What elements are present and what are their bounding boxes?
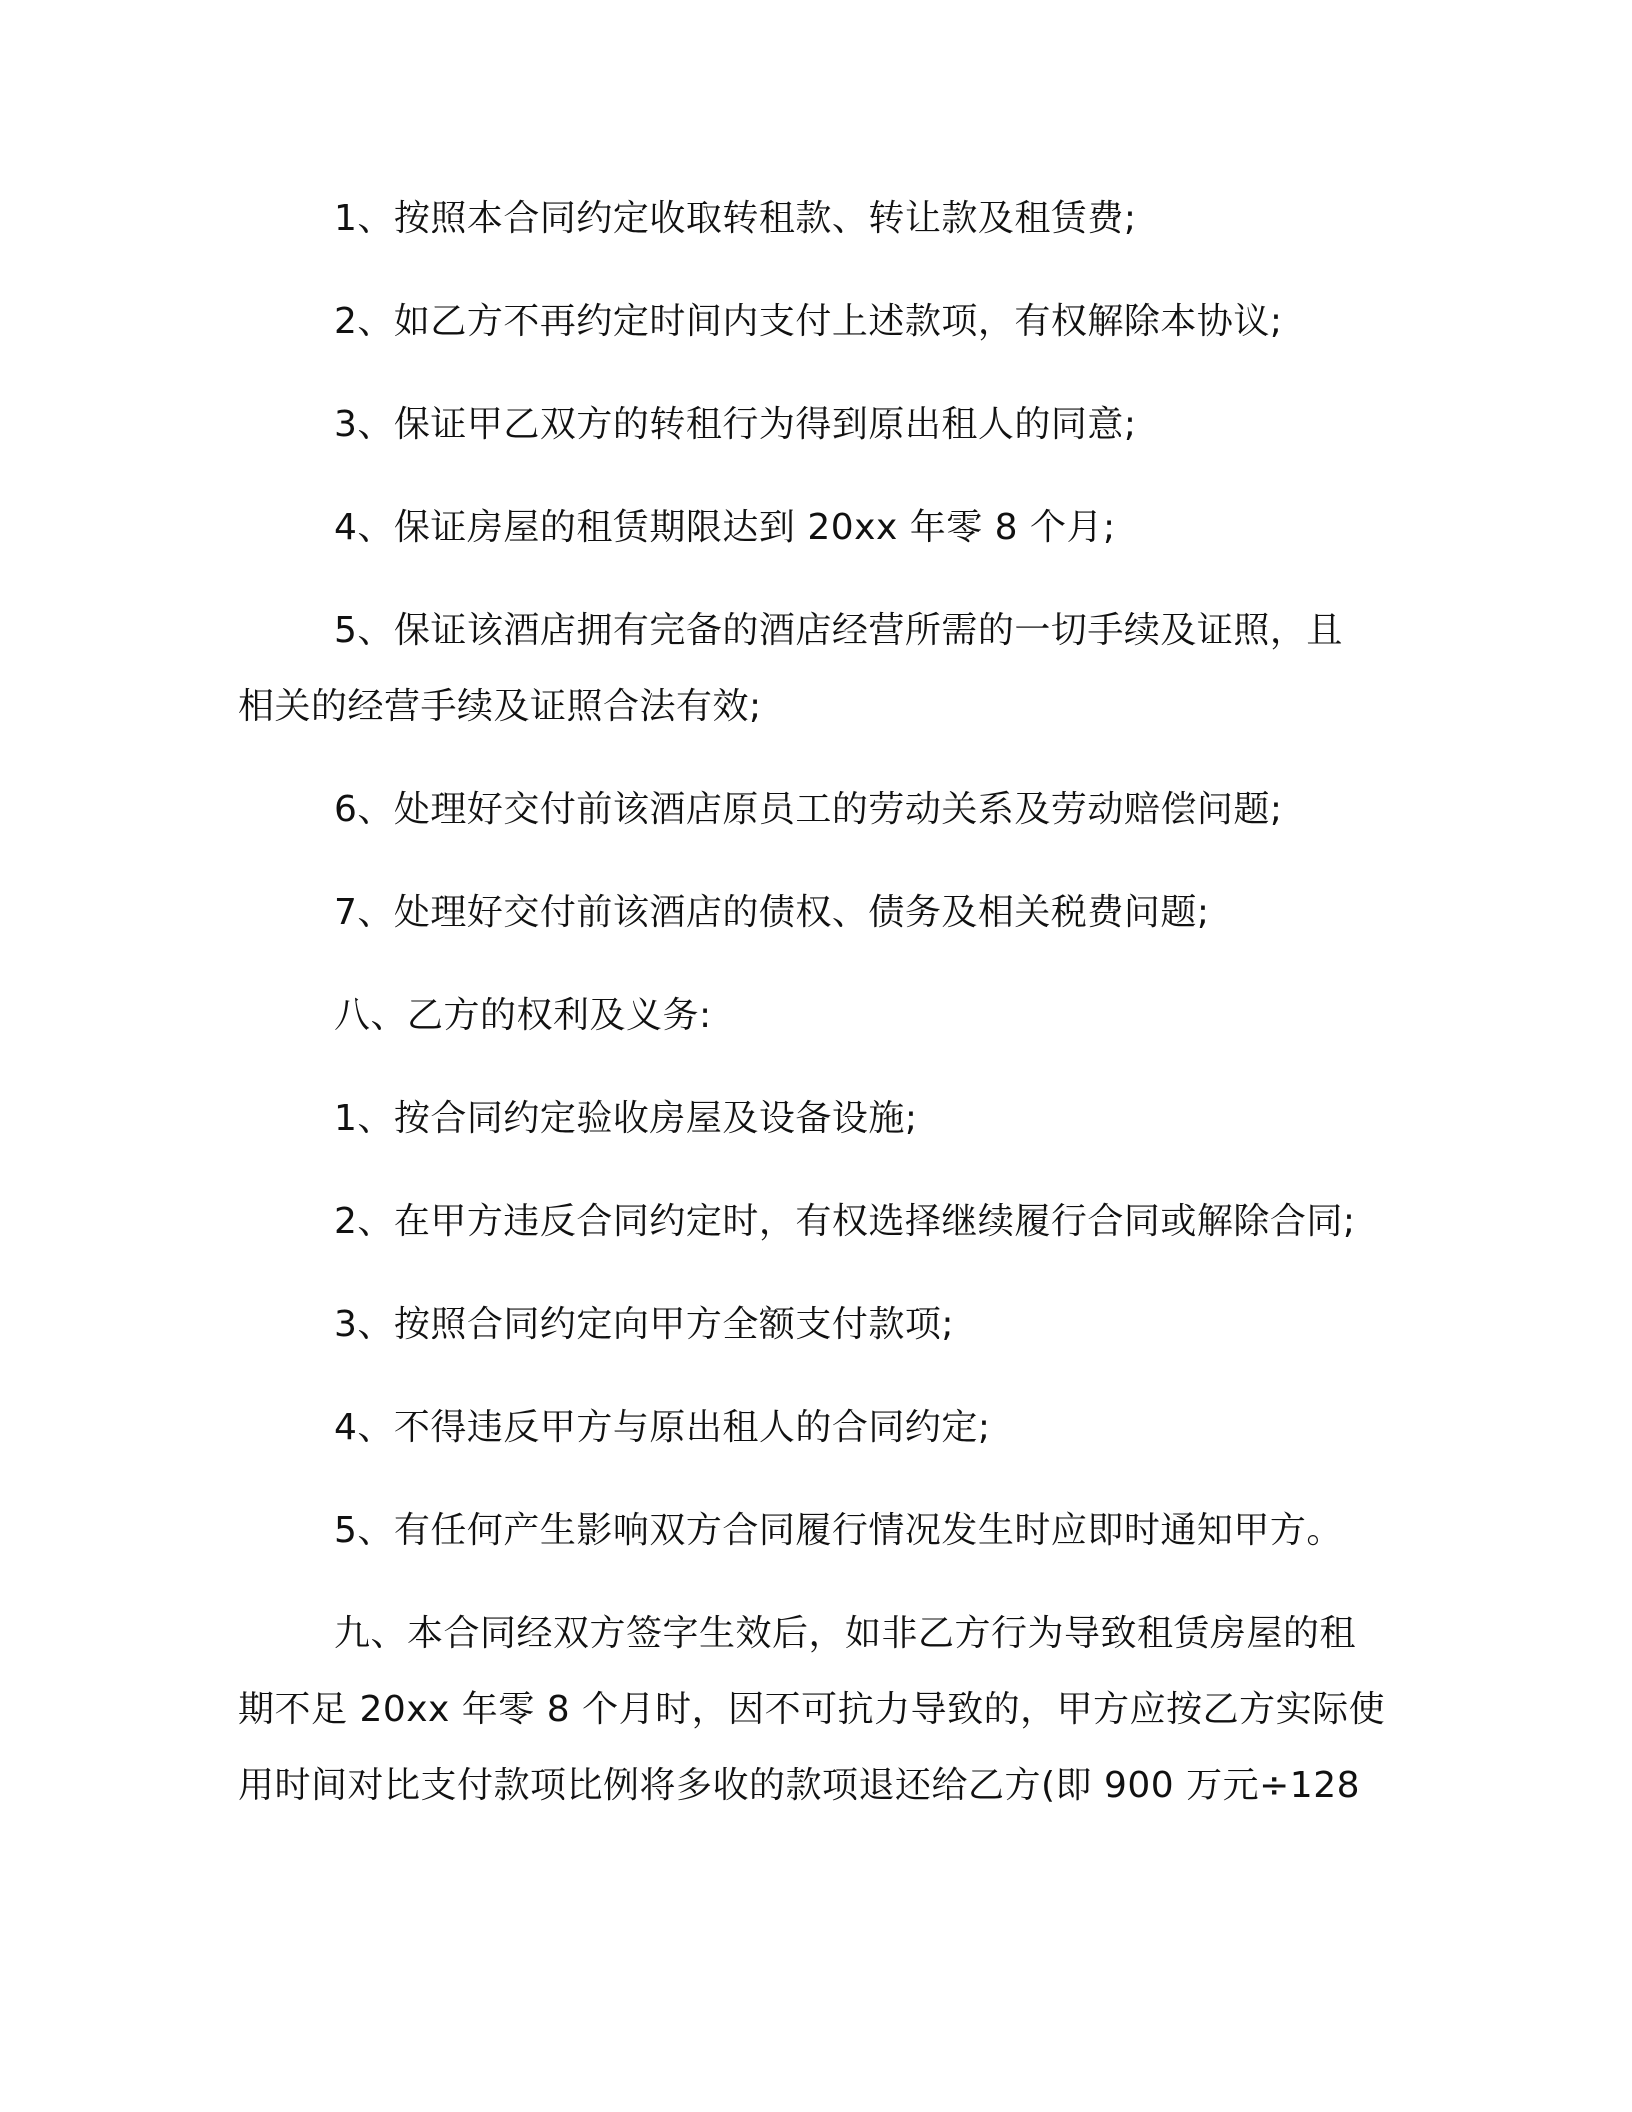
text-line-17: 用时间对比支付款项比例将多收的款项退还给乙方(即 900 万元÷128	[238, 1765, 1361, 1806]
text-line-5: 5、保证该酒店拥有完备的酒店经营所需的一切手续及证照，且	[334, 610, 1343, 651]
text-line-14: 5、有任何产生影响双方合同履行情况发生时应即时通知甲方。	[334, 1510, 1343, 1551]
text-line-1: 1、按照本合同约定收取转租款、转让款及租赁费;	[334, 198, 1137, 239]
text-line-7: 6、处理好交付前该酒店原员工的劳动关系及劳动赔偿问题;	[334, 789, 1283, 830]
text-line-3: 3、保证甲乙双方的转租行为得到原出租人的同意;	[334, 404, 1137, 445]
text-line-2: 2、如乙方不再约定时间内支付上述款项，有权解除本协议;	[334, 301, 1283, 342]
text-line-12: 3、按照合同约定向甲方全额支付款项;	[334, 1304, 955, 1345]
text-line-10: 1、按合同约定验收房屋及设备设施;	[334, 1098, 918, 1139]
text-line-8: 7、处理好交付前该酒店的债权、债务及相关税费问题;	[334, 892, 1210, 933]
text-line-4: 4、保证房屋的租赁期限达到 20xx 年零 8 个月;	[334, 507, 1116, 548]
section-heading-9: 九、本合同经双方签字生效后，如非乙方行为导致租赁房屋的租	[334, 1613, 1357, 1654]
text-line-16: 期不足 20xx 年零 8 个月时，因不可抗力导致的，甲方应按乙方实际使	[238, 1689, 1386, 1730]
text-line-13: 4、不得违反甲方与原出租人的合同约定;	[334, 1407, 991, 1448]
text-line-11: 2、在甲方违反合同约定时，有权选择继续履行合同或解除合同;	[334, 1201, 1356, 1242]
section-heading-8: 八、乙方的权利及义务:	[334, 995, 712, 1036]
text-line-6: 相关的经营手续及证照合法有效;	[238, 686, 762, 727]
